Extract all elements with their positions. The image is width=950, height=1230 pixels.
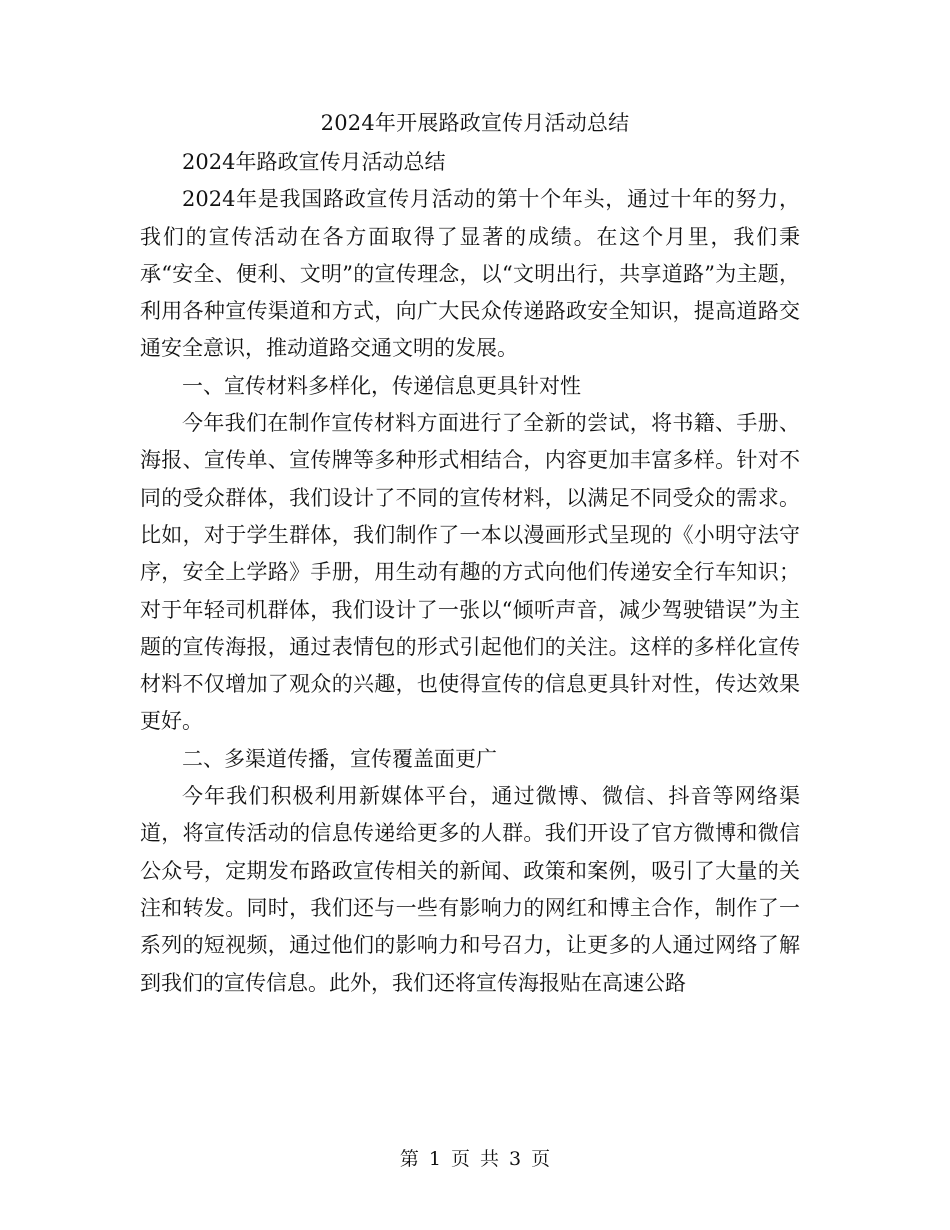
document-body	[140, 144, 800, 1002]
section-2-paragraph: 今年我们积极利用新媒体平台，通过微博、微信、抖音等网络渠道，将宣传活动的信息传递给更多的人群。我们开设了官方微博和微信公众号，定期发布路政宣传相关的新闻、政策和案例，吸引了大量的关注和转发。同时，我们还与一些有影响力的网红和博主合作，制作了一系列的短视频，通过他们的影响力和号召力，让更多的人通过网络了解到我们的宣传信息。此外，我们还将宣传海报贴在高速公路	[140, 784, 800, 995]
page-footer: 第 1 页 共 3 页	[399, 1148, 551, 1170]
section-heading-2: 二、多渠道传播，宣传覆盖面更广	[182, 746, 497, 771]
subtitle-paragraph: 2024年路政宣传月活动总结	[182, 150, 446, 174]
section-heading-1: 一、宣传材料多样化，传递信息更具针对性	[182, 373, 581, 398]
document-title: 2024年开展路政宣传月活动总结	[320, 111, 630, 135]
intro-paragraph: 2024年是我国路政宣传月活动的第十个年头，通过十年的努力，我们的宣传活动在各方面取得了显著的成绩。在这个月里，我们秉承“安全、便利、文明”的宣传理念，以“文明出行，共享道路”为主题，利用各种宣传渠道和方式，向广大民众传递路政安全知识，提高道路交通安全意识，推动道路交通文明的发展。	[140, 187, 800, 361]
section-1-paragraph: 今年我们在制作宣传材料方面进行了全新的尝试，将书籍、手册、海报、宣传单、宣传牌等多种形式相结合，内容更加丰富多样。针对不同的受众群体，我们设计了不同的宣传材料，以满足不同受众的需求。比如，对于学生群体，我们制作了一本以漫画形式呈现的《小明守法守序，安全上学路》手册，用生动有趣的方式向他们传递安全行车知识；对于年轻司机群体，我们设计了一张以“倾听声音，减少驾驶错误”为主题的宣传海报，通过表情包的形式引起他们的关注。这样的多样化宣传材料不仅增加了观众的兴趣，也使得宣传的信息更具针对性，传达效果更好。	[140, 411, 800, 734]
